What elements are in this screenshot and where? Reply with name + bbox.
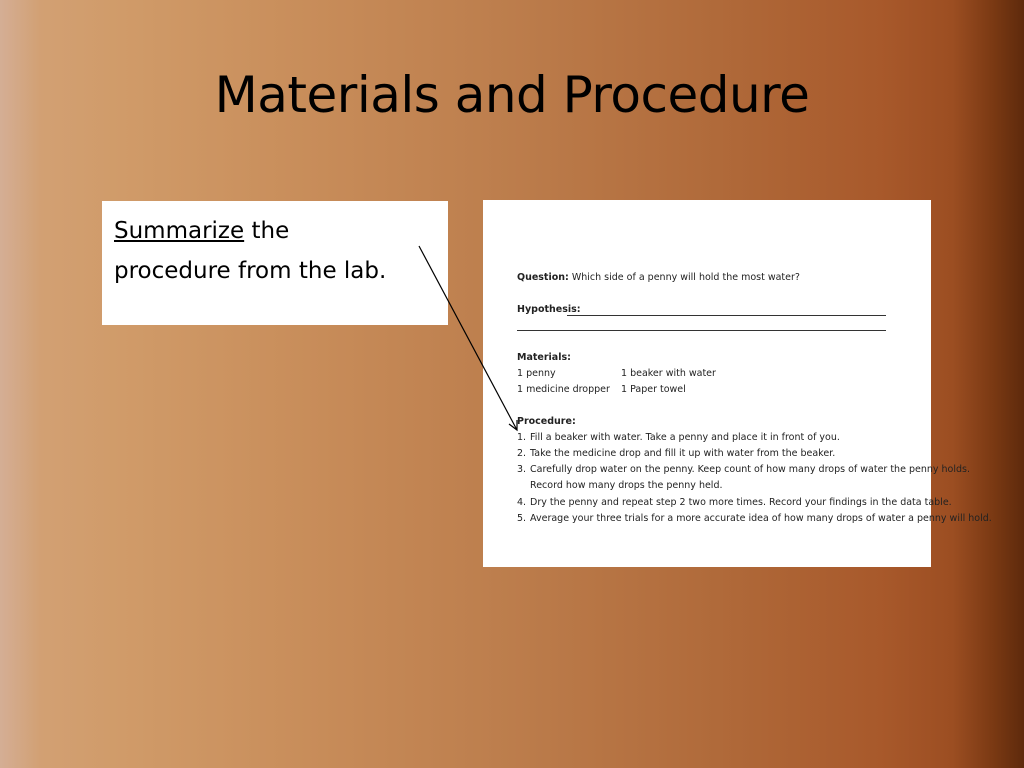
procedure-step	[517, 513, 992, 524]
procedure-label: Procedure:	[517, 416, 576, 427]
material-item: 1 beaker with water	[621, 368, 716, 379]
hypothesis-line-2	[517, 330, 886, 331]
step-text: Average your three trials for a more accurate idea of how many drops of water a penny will hold.	[530, 513, 992, 524]
materials-label: Materials:	[517, 352, 571, 363]
step-number: 3.	[517, 464, 527, 475]
prompt-line2: procedure from the lab.	[114, 258, 387, 284]
prompt-text-box	[102, 201, 448, 325]
step-text: Fill a beaker with water. Take a penny and place it in front of you.	[530, 432, 840, 443]
procedure-step	[517, 432, 840, 443]
prompt-line1-rest: the	[244, 218, 290, 244]
procedure-step	[517, 497, 952, 508]
procedure-step-continuation	[517, 480, 723, 491]
question-label: Question:	[517, 272, 569, 283]
step-text: Take the medicine drop and fill it up with water from the beaker.	[530, 448, 836, 459]
procedure-step	[517, 464, 970, 475]
prompt-underlined-word: Summarize	[114, 218, 245, 244]
step-text: Carefully drop water on the penny. Keep count of how many drops of water the penny holds.	[530, 464, 970, 475]
question-text: Which side of a penny will hold the most water?	[571, 272, 800, 283]
question-row	[517, 272, 800, 283]
worksheet-image	[483, 200, 992, 567]
hypothesis-line-1	[567, 315, 886, 316]
slide-title: Materials and Procedure	[214, 66, 810, 124]
hypothesis-label: Hypothesis:	[517, 304, 581, 315]
material-item: 1 medicine dropper	[517, 384, 610, 395]
procedure-step	[517, 448, 835, 459]
material-item: 1 penny	[517, 368, 556, 379]
material-item: 1 Paper towel	[621, 384, 686, 395]
step-text: Record how many drops the penny held.	[530, 480, 723, 491]
step-text: Dry the penny and repeat step 2 two more times. Record your findings in the data table.	[530, 497, 952, 508]
step-number: 2.	[517, 448, 527, 459]
step-number: 5.	[517, 513, 527, 524]
step-number: 1.	[517, 432, 527, 443]
step-number: 4.	[517, 497, 527, 508]
